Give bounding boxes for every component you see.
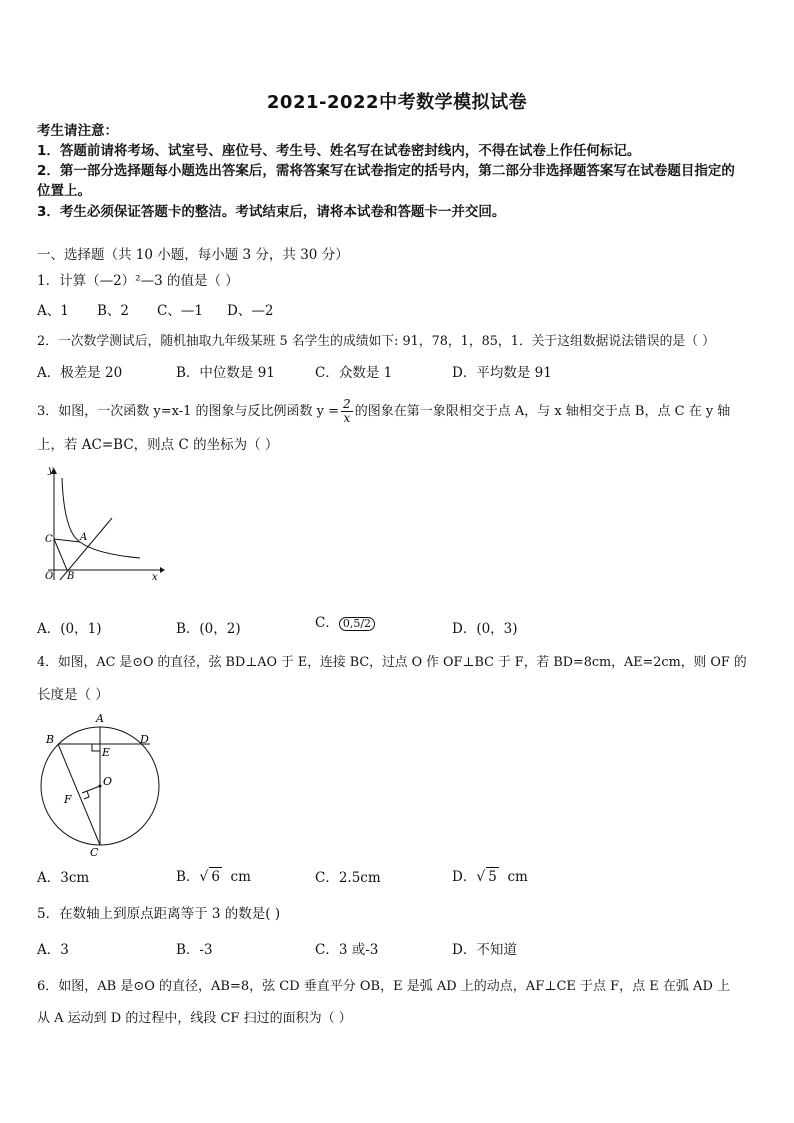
q2-option-d: D．平均数是 91	[452, 365, 552, 381]
q1-option-a: A、1	[37, 303, 69, 319]
q3-label-b: B	[67, 571, 75, 580]
q3-option-a: A．(0，1)	[37, 621, 102, 637]
q3-option-c	[315, 614, 375, 632]
q4-right-angle-e	[92, 744, 100, 751]
q4-option-d	[452, 867, 528, 886]
q1-option-b: B、2	[97, 303, 130, 319]
question-6-line-1: 6．如图，AB 是⊙O 的直径，AB=8，弦 CD 垂直平分 OB，E 是弧 AD 上的动点，AF⊥CE 于点 F，点 E 在弧 AD 上	[37, 979, 730, 994]
q3-segment-ca	[54, 539, 80, 542]
q2-option-b: B．中位数是 91	[176, 365, 275, 381]
q5-option-d: D．不知道	[452, 942, 517, 958]
notice-heading: 考生请注意：	[37, 123, 118, 139]
q3-x-arrow	[160, 567, 165, 573]
question-3-line-2: 上，若 AC=BC，则点 C 的坐标为（ ）	[37, 437, 279, 453]
q3-hyperbola	[62, 478, 140, 558]
q3-label-y: y	[48, 465, 54, 476]
q4-option-d-letter: D．	[452, 869, 477, 885]
q3-frac-num: 2	[343, 397, 351, 411]
q4-option-b-radicand: 6	[211, 869, 220, 885]
q4-option-b-letter: B．	[176, 869, 200, 885]
q4-option-b	[176, 867, 251, 886]
q4-option-d-radical-icon: √	[476, 869, 486, 885]
q3-option-c-value	[339, 617, 375, 631]
q3-frac-den: x	[343, 411, 351, 425]
question-1: 1．计算（—2）²—3 的值是（ ）	[37, 273, 239, 289]
q3-text-part-2: 的图象在第一象限相交于点 A，与 x 轴相交于点 B，点 C 在 y 轴	[354, 404, 731, 419]
q4-label-b: B	[46, 733, 55, 746]
q4-option-d-radicand: 5	[488, 869, 497, 885]
q3-label-a: A	[80, 532, 88, 543]
q5-option-b: B．-3	[176, 942, 213, 958]
q4-segment-of	[82, 786, 100, 793]
q3-fraction	[341, 398, 353, 425]
q4-label-c: C	[90, 846, 99, 858]
q1-option-c: C、—1	[157, 303, 203, 319]
q3-segment-cb	[54, 539, 67, 570]
q1-option-d: D、—2	[227, 303, 274, 319]
q4-label-f: F	[64, 793, 72, 806]
q4-option-c: C．2.5cm	[315, 870, 381, 886]
question-2: 2．一次数学测试后，随机抽取九年级某班 5 名学生的成绩如下: 91，78，1，85，1．关于这组数据说法错误的是（ ）	[37, 334, 715, 349]
q4-label-d: D	[140, 733, 149, 746]
q3-label-x: x	[152, 572, 158, 580]
section-heading: 一、选择题（共 10 小题，每小题 3 分，共 30 分）	[37, 247, 349, 263]
q3-text-part-1: 3．如图，一次函数 y=x-1 的图象与反比例函数 y =	[37, 404, 340, 419]
q4-option-d-unit: cm	[507, 869, 528, 885]
question-3-line-1	[37, 398, 730, 425]
notice-item-3: 3．考生必须保证答题卡的整洁。考试结束后，请将本试卷和答题卡一并交回。	[37, 204, 506, 220]
q5-option-a: A．3	[37, 942, 69, 958]
q4-label-e: E	[102, 746, 111, 759]
q3-option-c-text: 0,5/2	[342, 616, 372, 630]
q4-option-b-unit: cm	[230, 869, 251, 885]
q3-option-b: B．(0，2)	[176, 621, 241, 637]
q4-label-a: A	[96, 712, 104, 725]
q3-option-c-letter: C．	[315, 615, 339, 631]
q3-label-o: O	[45, 571, 54, 580]
question-4-line-2: 长度是（ ）	[37, 687, 109, 703]
question-6-line-2: 从 A 运动到 D 的过程中，线段 CF 扫过的面积为（ ）	[37, 1011, 352, 1026]
q4-option-a: A．3cm	[37, 870, 90, 886]
notice-item-2-cont: 位置上。	[37, 183, 91, 199]
q2-option-a: A．极差是 20	[37, 365, 123, 381]
question-5: 5．在数轴上到原点距离等于 3 的数是( )	[37, 906, 281, 922]
q4-figure	[36, 708, 166, 858]
q4-label-o: O	[103, 775, 113, 788]
q2-option-c: C．众数是 1	[315, 365, 393, 381]
q4-option-b-radical-icon: √	[199, 869, 209, 885]
notice-item-1: 1．答题前请将考场、试室号、座位号、考生号、姓名写在试卷密封线内，不得在试卷上作任何标记。	[37, 143, 641, 159]
q3-label-c: C	[45, 534, 53, 545]
page-title: 2021-2022中考数学模拟试卷	[266, 92, 528, 113]
question-4-line-1: 4．如图，AC 是⊙O 的直径，弦 BD⊥AO 于 E，连接 BC，过点 O 作 OF⊥BC 于 F，若 BD=8cm，AE=2cm，则 OF 的	[37, 655, 747, 670]
q5-option-c: C．3 或-3	[315, 942, 379, 958]
q4-center-dot	[99, 785, 102, 788]
notice-item-2: 2．第一部分选择题每小题选出答案后，需将答案写在试卷指定的括号内，第二部分非选择题答案写在试卷题目指定的	[37, 163, 735, 179]
q3-figure	[36, 462, 166, 580]
q3-option-d: D．(0，3)	[452, 621, 518, 637]
